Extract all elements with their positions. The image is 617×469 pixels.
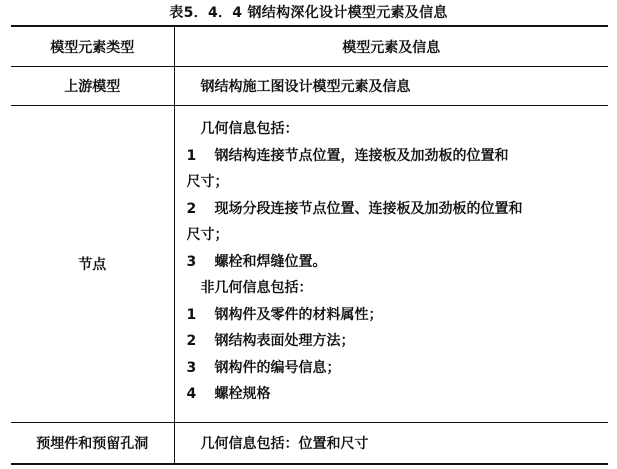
table-header-row [11, 26, 608, 67]
node-info-cell [174, 106, 608, 423]
upstream-type-cell: 上游模型 [11, 67, 174, 106]
geometry-item-3 [185, 249, 601, 276]
table-row-upstream [11, 67, 608, 106]
item-number: 1 [186, 147, 197, 164]
item-text: 现场分段连接节点位置、连接板及加劲板的位置和 [214, 200, 523, 217]
geometry-item-2 [185, 196, 601, 223]
table-row-embedded [11, 423, 608, 465]
table-row-node [11, 106, 608, 423]
non-geometry-info-heading: 非几何信息包括： [200, 280, 313, 296]
header-element-type: 模型元素类型 [11, 26, 174, 67]
item-text: 钢构件及零件的材料属性； [214, 306, 383, 323]
item-text: 螺栓和焊缝位置。 [214, 253, 327, 270]
item-number: 2 [186, 200, 197, 217]
item-text: 螺栓规格 [214, 386, 271, 402]
table-caption: 表5．4．4 钢结构深化设计模型元素及信息 [169, 5, 448, 21]
geometry-info-heading: 几何信息包括： [200, 121, 299, 137]
non-geometry-item-4 [185, 381, 601, 408]
item-number: 1 [186, 306, 197, 323]
upstream-info-cell: 钢结构施工图设计模型元素及信息 [174, 67, 608, 106]
non-geometry-item-1 [185, 302, 601, 329]
geometry-item-1 [185, 143, 601, 170]
geometry-item-1-continuation: 尺寸； [186, 174, 229, 190]
item-number: 4 [186, 386, 197, 402]
item-number: 3 [186, 253, 197, 270]
model-element-table [11, 25, 608, 465]
embedded-info-cell: 几何信息包括：位置和尺寸 [174, 423, 608, 465]
geometry-item-2-continuation: 尺寸； [186, 227, 229, 243]
embedded-type-cell: 预埋件和预留孔洞 [11, 423, 174, 465]
item-number: 2 [186, 333, 197, 349]
non-geometry-item-2 [185, 328, 601, 355]
header-element-info: 模型元素及信息 [174, 26, 608, 67]
item-text: 钢结构连接节点位置，连接板及加劲板的位置和 [214, 147, 509, 164]
non-geometry-item-3 [185, 355, 601, 382]
item-text: 钢构件的编号信息； [214, 359, 341, 376]
item-number: 3 [186, 359, 197, 376]
node-type-cell: 节点 [11, 106, 174, 423]
item-text: 钢结构表面处理方法； [214, 333, 355, 349]
